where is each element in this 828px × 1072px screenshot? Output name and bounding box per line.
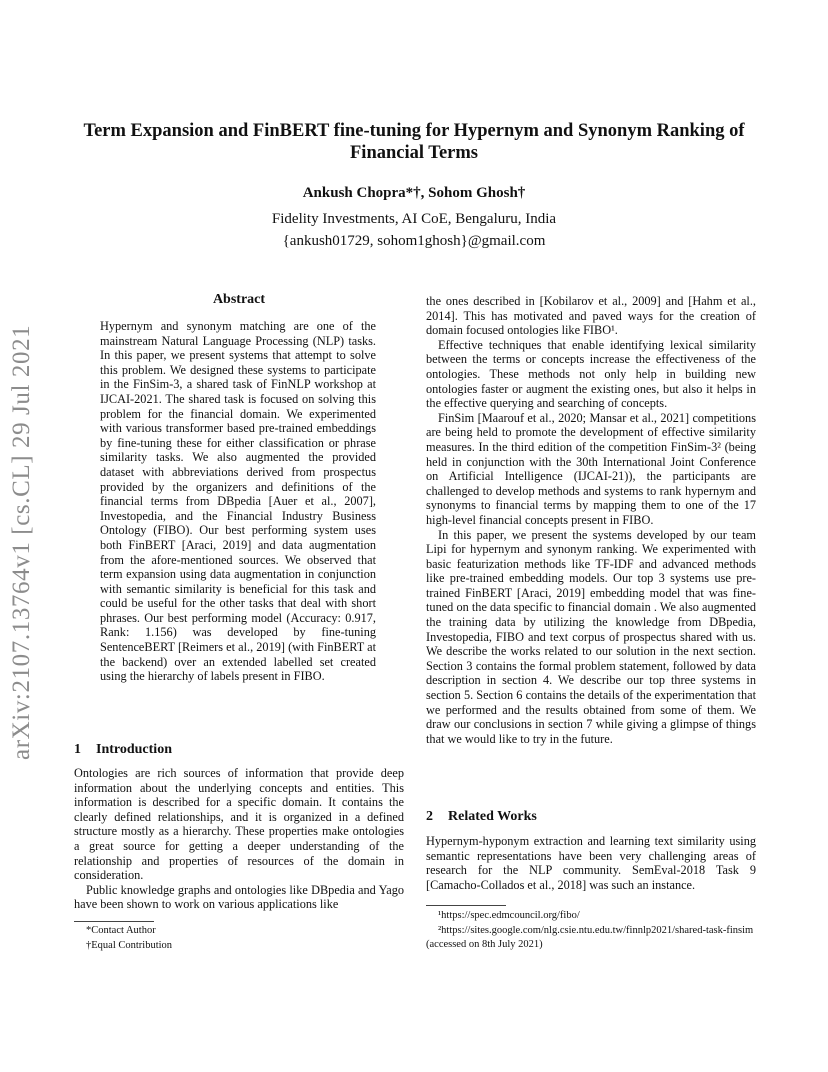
abstract-heading: Abstract: [212, 292, 266, 307]
footnote: ¹https://spec.edmcouncil.org/fibo/: [438, 910, 580, 921]
footnote: ²https://sites.google.com/nlg.csie.ntu.edu.tw/finnlp2021/shared-task-finsim (accessed on 8th July 2021): [426, 925, 754, 950]
section-title: Related Works: [448, 809, 537, 824]
paper-authors: Ankush Chopra*†, Sohom Ghosh†: [302, 185, 526, 201]
paragraph: Ontologies are rich sources of information that provide deep information about the underlying concepts and entities. This information is described for a specific domain. It contains the clearly defined relationships, and it is organized in a defined structure mostly as a hierarchy. These properties make ontologies a great source for getting a deeper understanding of the relationship and properties of resources of the domain in consideration.: [74, 766, 404, 883]
right-column-body: [426, 294, 756, 746]
section-number: 2: [426, 809, 433, 824]
related-works-body: [426, 834, 756, 892]
footnote: *Contact Author: [86, 925, 156, 936]
paper-title: Term Expansion and FinBERT fine-tuning for Hypernym and Synonym Ranking of Financial Terms: [83, 121, 745, 163]
section-heading-related-works: [426, 809, 537, 825]
paragraph: In this paper, we present the systems developed by our team Lipi for hypernym and synonym ranking. We experimented with basic featurization methods like TF-IDF and advanced methods like pre-trained embedding models. Our top 3 systems use pre-trained FinBERT [Araci, 2019] embedding model that was fine-tuned on the data specific to financial domain . We also augmented the training data by utilizing the knowledge from DBpedia, Investopedia, FIBO and text corpus of prospectus shared with us. We describe the works related to our solution in the next section. Section 3 contains the formal problem statement, followed by data description in section 4. We describe our top three systems in section 5. Section 6 contains the details of the experimentation that we performed and the results obtained from some of them. We draw our conclusions in section 7 while giving a glimpse of things that we would like to try in the future.: [426, 527, 756, 746]
emails: {ankush01729, sohom1ghosh}@gmail.com: [282, 233, 546, 249]
footnote: †Equal Contribution: [86, 940, 173, 951]
paragraph: the ones described in [Kobilarov et al., 2009] and [Hahm et al., 2014]. This has motivated and paved ways for the creation of domain focused ontologies like FIBO¹.: [426, 294, 756, 338]
footnote-rule: [74, 921, 154, 922]
paragraph: FinSim [Maarouf et al., 2020; Mansar et al., 2021] competitions are being held to promote the development of effective similarity measures. In the third edition of the competition FinSim-3² (being held in conjunction with the 30th International Joint Conference on Artificial Intelligence (IJCAI-21)), the participants are challenged to develop methods and systems to rank hypernym and synonyms to financial terms by mapping them to one of the 17 high-level financial concepts present in FIBO.: [426, 410, 756, 527]
section-heading-introduction: [74, 742, 172, 758]
section-number: 1: [74, 742, 81, 757]
paragraph: Hypernym-hyponym extraction and learning text similarity using semantic representations have been very challenging areas of research for the NLP community. SemEval-2018 Task 9 [Camacho-Collados et al., 2018] was such an instance.: [426, 834, 756, 892]
abstract-body: [100, 319, 376, 684]
affiliation-block: [60, 208, 768, 252]
abstract-text: Hypernym and synonym matching are one of the mainstream Natural Language Processing (NLP) tasks. In this paper, we present systems that attempt to solve this problem. We designed these systems to participate in the FinSim-3, a shared task of FinNLP workshop at IJCAI-2021. The shared task is focused on solving this problem for the financial domain. We experimented with various transformer based pre-trained embeddings by fine-tuning these for either classification or phrase similarity tasks. We also augmented the provided dataset with abbreviations derived from prospectus provided by the organizers and definitions of the financial terms from DBpedia [Auer et al., 2007], Investopedia, and the Financial Industry Business Ontology (FIBO). Our best performing system uses both FinBERT [Araci, 2019] and data augmentation from the afore-mentioned sources. We observed that term expansion using data augmentation in conjunction with semantic similarity is beneficial for this task and could be useful for the other tasks that deal with short phrases. Our best performing model (Accuracy: 0.917, Rank: 1.156) was developed by fine-tuning SentenceBERT [Reimers et al., 2019] (with FinBERT at the backend) over an extended labelled set created using the hierarchy of labels present in FIBO.: [100, 319, 376, 684]
paragraph: Public knowledge graphs and ontologies like DBpedia and Yago have been shown to work on various applications like: [74, 882, 404, 912]
arxiv-stamp: arXiv:2107.13764v1 [cs.CL] 29 Jul 2021: [8, 324, 35, 760]
affiliation: Fidelity Investments, AI CoE, Bengaluru, India: [271, 211, 557, 227]
section-title: Introduction: [96, 742, 172, 757]
footnote-rule: [426, 905, 506, 906]
paragraph: Effective techniques that enable identifying lexical similarity between the terms or concepts increase the effectiveness of the ontologies. These methods not only help in building new ontologies faster or augment the existing ones, but also it helps in the effective querying and searching of concepts.: [426, 337, 756, 411]
introduction-body: [74, 766, 404, 912]
